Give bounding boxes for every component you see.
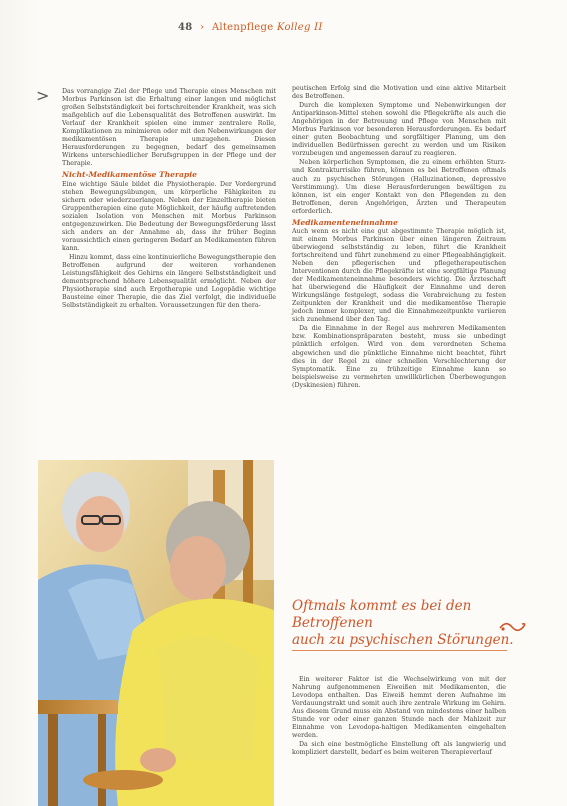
photo-illustration: [38, 460, 274, 806]
paragraph: peutischen Erfolg sind die Motivation und eine aktive Mitarbeit des Betroffenen.: [292, 85, 506, 101]
header-title-b: Kolleg II: [276, 22, 323, 33]
header-title: [212, 22, 323, 33]
paragraph: Durch die komplexen Symptome und Nebenwirkungen der Antiparkinson-Mittel stehen sowohl die Pflegekräfte als auch die Angehörigen in der Betreuung und Pflege von Menschen mit Morbus Parkinson vor besonderen Herausforderungen. Es bedarf einer guten Beobachtung und sorgfältiger Planung, um den individuellen Bedürfnissen gerecht zu werden und um Risiken vorzubeugen und angemessen darauf zu reagieren.: [292, 102, 506, 158]
right-column: [292, 85, 506, 391]
running-header: [178, 22, 323, 33]
pull-quote: [292, 598, 522, 649]
right-column-bottom: [292, 676, 506, 758]
pull-quote-line-2: auch zu psychischen Störungen.: [292, 632, 514, 648]
photo-caregiver-with-elderly-woman: [38, 460, 274, 806]
subheading-medication: Medikamenteneinnahme: [292, 217, 398, 227]
paragraph: Hinzu kommt, dass eine kontinuierliche Bewegungstherapie den Betroffenen aufgrund der weiteren vorhandenen Leistungsfähigkeit des Gehirns ein längere Selbstständigkeit und dementsprechend höhere Lebensqualität ermöglicht. Neben der Physiotherapie sind auch Ergotherapie und Logopädie wichtige Bausteine einer Therapie, die das Ziel verfolgt, die individuelle Selbstständigkeit zu erhalten. Voraussetzungen für den thera-: [62, 253, 276, 310]
page-number: 48: [178, 22, 193, 33]
paragraph: Eine wichtige Säule bildet die Physiotherapie. Der Vordergrund stehen Bewegungsübungen, um körperliche Fähigkeiten zu sichern oder wiederzuerlangen. Neben der Einzeltherapie bieten Gruppentherapien eine gute Möglichkeit, der häufig auftretenden sozialen Isolation von Menschen mit Morbus Parkinson entgegenzuwirken. Die Bedeutung der Bewegungsförderung lässt sich anders an der Annahme ab, dass ihr früher Beginn voraussichtlich einen geringeren Bedarf an Medikamenten führen kann.: [62, 180, 276, 252]
chevron-icon: >: [36, 86, 50, 105]
ornament-swirl-icon: [498, 620, 528, 634]
pull-quote-rule: [292, 650, 507, 651]
paragraph: Auch wenn es nicht eine gut abgestimmte Therapie möglich ist, mit einem Morbus Parkinson über einen längeren Zeitraum überwiegend selbstständig zu leben, führt die Krankheit fortschreitend und führt zunehmend zu einer Pflegeabhängigkeit. Neben den pflegerischen und pflegetherapeutischen Interventionen durch die Pflegekräfte ist eine sorgfältige Planung der Medikamenteneinnahme besonders wichtig. Die Ärzteschaft hat überwiegend die Häufigkeit der Einnahme und deren Wirkungslänge festgelegt, sodass die Verabreichung zu festen Zeitpunkten der Krankheit und die medikamentöse Therapie jedoch immer komplexer, und die Einnahmezeitpunkte variieren sich zunehmend über den Tag.: [292, 227, 506, 324]
paragraph: Da sich eine bestmögliche Einstellung oft als langwierig und kompliziert darstellt, bedarf es beim weiteren Therapieverlauf: [292, 741, 506, 757]
header-title-a: Altenpflege: [211, 22, 274, 33]
paragraph: Ein weiterer Faktor ist die Wechselwirkung von mit der Nahrung aufgenommenen Eiweißen mit Medikamenten, die Levodopa enthalten. Das Eiweiß hemmt deren Aufnahme im Verdauungstrakt und somit auch ihre zentrale Wirkung im Gehirn. Aus diesem Grund muss ein Abstand von mindestens einer halben Stunde vor oder einer ganzen Stunde nach der Mahlzeit zur Einnahme von Levodopa-haltigen Medikamenten eingehalten werden.: [292, 676, 506, 740]
header-separator: ›: [200, 22, 205, 33]
intro-paragraph: Das vorrangige Ziel der Pflege und Therapie eines Menschen mit Morbus Parkinson ist die Erhaltung einer langen und möglichst großen Selbstständigkeit bei fortschreitender Krankheit, was sich maßgeblich auf die Lebensqualität des Betroffenen auswirkt. Im Verlauf der Krankheit spielen eine immer zentralere Rolle, Komplikationen zu minimieren oder mit den Nebenwirkungen der medikamentösen Therapie umzugehen. Diesen Herausforderungen zu begegnen, bedarf des gemeinsamen Wirkens unterschiedlicher Berufsgruppen in der Pflege und der Therapie.: [62, 88, 276, 168]
pull-quote-line-1: Oftmals kommt es bei den Betroffenen: [292, 598, 472, 631]
paragraph: Neben körperlichen Symptomen, die zu einem erhöhten Sturz- und Kontrakturrisiko führen, können es bei Betroffenen oftmals auch zu psychischen Störungen (Halluzinationen, depressive Verstimmung). Um diese Herausforderungen bewältigen zu können, ist ein enger Kontakt von den Pflegenden zu den Betroffenen, deren Angehörigen, Ärzten und Therapeuten erforderlich.: [292, 159, 506, 215]
left-column: [62, 88, 276, 311]
subheading-non-drug-therapy: Nicht-Medikamentöse Therapie: [62, 170, 197, 180]
paragraph: Da die Einnahme in der Regel aus mehreren Medikamenten bzw. Kombinationspräparaten besteht, muss sie unbedingt pünktlich erfolgen. Wird von dem verordneten Schema abgewichen und die pünktliche Einnahme nicht beachtet, führt dies in der Regel zu einer schnellen Verschlechterung der Symptomatik. Eine zu frühzeitige Einnahme kann so beispielsweise zu vermehrten unwillkürlichen Überbewegungen (Dyskinesien) führen.: [292, 325, 506, 389]
